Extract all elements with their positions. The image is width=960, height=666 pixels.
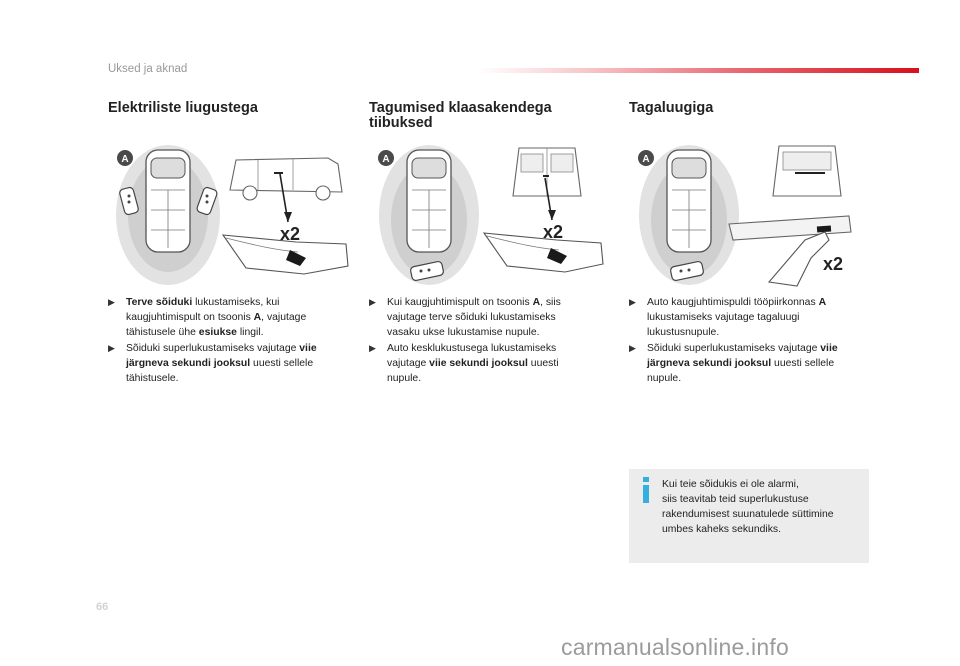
tailgate-handle-icon [729, 216, 851, 240]
column-title-rear-doors: Tagumised klaasakendega tiibuksed [369, 100, 552, 131]
press-twice-label: x2 [543, 222, 564, 242]
illustration-tailgate [629, 140, 879, 290]
hand-pressing-icon [484, 233, 603, 272]
van-top-view-icon [146, 150, 190, 252]
illustration-rear-doors [369, 140, 619, 290]
instruction-item: ▶ Terve sõiduki lukustamiseks, kui kaugjuhtimispult on tsoonis A, vajutage tähistusele ühe esiukse lingil. [108, 297, 307, 339]
info-line: rakendumisest suunatulede süttimine [662, 509, 834, 520]
header-accent-bar [478, 68, 919, 73]
zone-a-label: A [121, 154, 129, 165]
instructions-sliding-doors [108, 295, 348, 386]
column-title-tailgate: Tagaluugiga [629, 100, 714, 116]
info-text [662, 477, 834, 537]
instruction-item: ▶ Sõiduki superlukustamiseks vajutage viie järgneva sekundi jooksul uuesti sellele tähistusele. [108, 342, 317, 385]
column-title-sliding-doors: Elektriliste liugustega [108, 100, 258, 116]
instruction-item: ▶ Sõiduki superlukustamiseks vajutage viie järgneva sekundi jooksul uuesti sellele nupule. [629, 342, 838, 385]
info-line: Kui teie sõidukis ei ole alarmi, [662, 479, 799, 490]
arrow-bullet-icon: ▶ [629, 297, 636, 307]
info-note [629, 469, 869, 563]
page-number: 66 [96, 601, 109, 613]
instructions-rear-doors [369, 295, 589, 386]
van-top-view-icon [667, 150, 711, 252]
instruction-item: ▶ Auto kesklukustusega lukustamiseks vajutage viie sekundi jooksul uuesti nupule. [369, 342, 559, 385]
info-line: umbes kaheks sekundiks. [662, 524, 781, 535]
hand-pressing-icon [223, 235, 348, 274]
arrow-bullet-icon: ▶ [108, 297, 115, 307]
press-twice-label: x2 [823, 254, 844, 274]
hand-pressing-icon [769, 232, 829, 286]
press-twice-label: x2 [280, 224, 301, 244]
van-top-view-icon [407, 150, 451, 252]
instruction-item: ▶ Kui kaugjuhtimispult on tsoonis A, siis vajutage terve sõiduki lukustamiseks vasaku ukse lukustamise nupule. [369, 297, 561, 339]
illustration-sliding-doors [108, 140, 358, 290]
arrow-bullet-icon: ▶ [108, 342, 115, 353]
arrow-bullet-icon: ▶ [369, 342, 376, 353]
pointer-arrow-icon [284, 212, 292, 222]
info-line: siis teavitab teid superlukustuse [662, 494, 809, 505]
instructions-tailgate [629, 295, 869, 386]
zone-a-label: A [382, 154, 390, 165]
info-icon [641, 477, 651, 503]
van-side-view-icon [230, 158, 342, 200]
instruction-item: ▶ Auto kaugjuhtimispuldi tööpiirkonnas A lukustamiseks vajutage tagaluugi lukustusnupule. [629, 297, 827, 339]
pointer-arrow-icon [548, 210, 556, 220]
watermark: carmanualsonline.info [561, 634, 789, 660]
section-label: Uksed ja aknad [108, 63, 188, 75]
van-rear-view-icon [773, 146, 841, 196]
zone-a-label: A [642, 154, 650, 165]
arrow-bullet-icon: ▶ [629, 342, 636, 353]
arrow-bullet-icon: ▶ [369, 297, 376, 307]
